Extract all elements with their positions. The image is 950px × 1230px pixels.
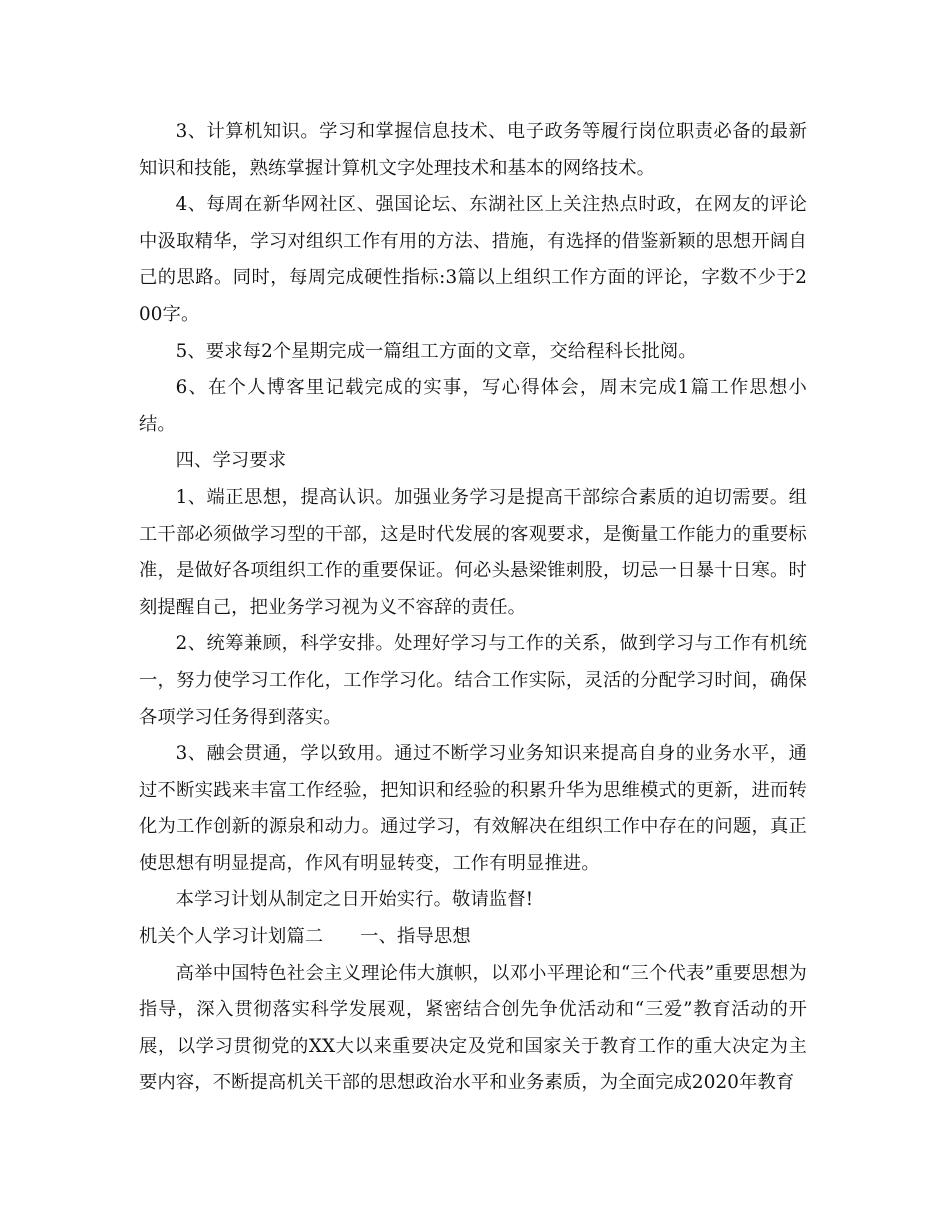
paragraph-apply-learning: 3、融会贯通，学以致用。通过不断学习业务知识来提高自身的业务水平，通过不断实践来丰富工作经验，把知识和经验的积累升华为思维模式的更新，进而转化为工作创新的源泉和动力。通过学习，有效解决在组织工作中存在的问题，真正使思想有明显提高，作风有明显转变，工作有明显推进。: [139, 743, 807, 874]
paragraph-overall-planning: 2、统筹兼顾，科学安排。处理好学习与工作的关系，做到学习与工作有机统一，努力使学习工作化，工作学习化。结合工作实际，灵活的分配学习时间，确保各项学习任务得到落实。: [139, 633, 807, 728]
paragraph-blog-summary: 6、在个人博客里记载完成的实事，写心得体会，周末完成1篇工作思想小结。: [139, 377, 807, 435]
paragraph-biweekly-article: 5、要求每2个星期完成一篇组工方面的文章，交给程科长批阅。: [175, 340, 697, 362]
section-heading-study-requirements: 四、学习要求: [175, 450, 287, 472]
document-page: [139, 114, 807, 1102]
paragraph-plan-effective: 本学习计划从制定之日开始实行。敬请监督!: [175, 889, 534, 911]
paragraph-correct-thinking: 1、端正思想，提高认识。加强业务学习是提高干部综合素质的迫切需要。组工干部必须做学习型的干部，这是时代发展的客观要求，是衡量工作能力的重要标准，是做好各项组织工作的重要保证。何必头悬梁锥刺股，切忌一日暴十日寒。时刻提醒自己，把业务学习视为义不容辞的责任。: [139, 486, 807, 618]
paragraph-weekly-forum-study: 4、每周在新华网社区、强国论坛、东湖社区上关注热点时政，在网友的评论中汲取精华，学习对组织工作有用的方法、措施，有选择的借鉴新颖的思想开阔自己的思路。同时，每周完成硬性指标:3篇以上组织工作方面的评论，字数不少于200字。: [139, 194, 807, 325]
section-heading-plan-two: 机关个人学习计划篇二 一、指导思想: [139, 926, 471, 948]
paragraph-computer-knowledge: 3、计算机知识。学习和掌握信息技术、电子政务等履行岗位职责必备的最新知识和技能，熟练掌握计算机文字处理技术和基本的网络技术。: [139, 121, 807, 179]
paragraph-guiding-thought: 高举中国特色社会主义理论伟大旗帜，以邓小平理论和“三个代表”重要思想为指导，深入贯彻落实科学发展观，紧密结合创先争优活动和“三爱”教育活动的开展，以学习贯彻党的XX大以来重要决定及党和国家关于教育工作的重大决定为主要内容，不断提高机关干部的思想政治水平和业务素质，为全面完成2020年教育: [139, 962, 807, 1094]
